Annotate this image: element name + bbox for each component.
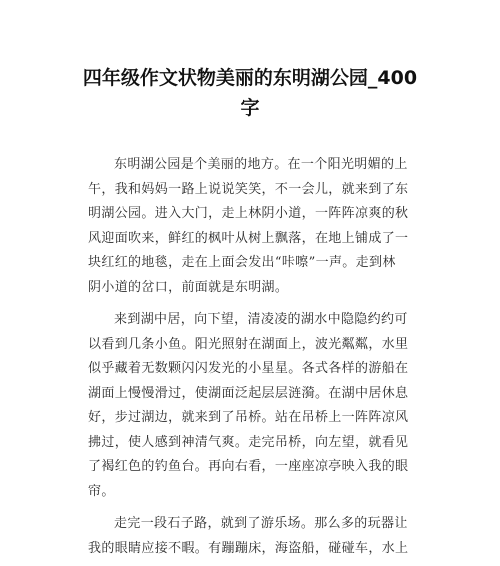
text-line: 了褐红色的钓鱼台。再向右看，一座座凉亭映入我的眼: [88, 459, 409, 474]
text-line: 风迎面吹来，鲜红的枫叶从树上飘落，在地上铺成了一: [88, 230, 409, 246]
paragraph-3: [88, 512, 414, 561]
text-line: 阴小道的岔口，前面就是东明湖。: [88, 279, 289, 295]
paragraph-1: [88, 153, 414, 300]
essay-body: [88, 153, 414, 566]
title-line: 字: [240, 97, 260, 119]
title-line: 四年级作文状物美丽的东明湖公园_400: [82, 67, 418, 89]
text-line: 东明湖公园是个美丽的地方。在一个阳光明媚的上: [114, 157, 408, 172]
text-line: 帘。: [88, 483, 115, 499]
text-line: 我的眼睛应接不暇。有蹦蹦床，海盗船，碰碰车，水上: [88, 540, 409, 556]
text-line: 以看到几条小鱼。阳光照射在湖面上，波光粼粼，水里: [88, 336, 409, 352]
text-line: 湖面上慢慢滑过，使湖面泛起层层涟漪。在湖中居休息: [88, 385, 409, 401]
text-line: 走完一段石子路，就到了游乐场。那么多的玩器让: [114, 516, 408, 531]
text-line: 明湖公园。进入大门，走上林阴小道，一阵阵凉爽的秋: [88, 206, 409, 221]
text-line: 似乎藏着无数颗闪闪发光的小星星。各式各样的游船在: [88, 361, 409, 376]
document-title: [70, 63, 430, 123]
text-line: 块红红的地毯，走在上面会发出“咔嚓”一声。走到林: [88, 255, 396, 270]
text-line: 午，我和妈妈一路上说说笑笑，不一会儿，就来到了东: [88, 181, 409, 197]
text-line: 来到湖中居，向下望，清凌凌的湖水中隐隐约约可: [114, 312, 408, 327]
paragraph-2: [88, 308, 414, 504]
text-line: 拂过，使人感到神清气爽。走完吊桥，向左望，就看见: [88, 434, 409, 450]
text-line: 好，步过湖边，就来到了吊桥。站在吊桥上一阵阵凉风: [88, 410, 409, 425]
